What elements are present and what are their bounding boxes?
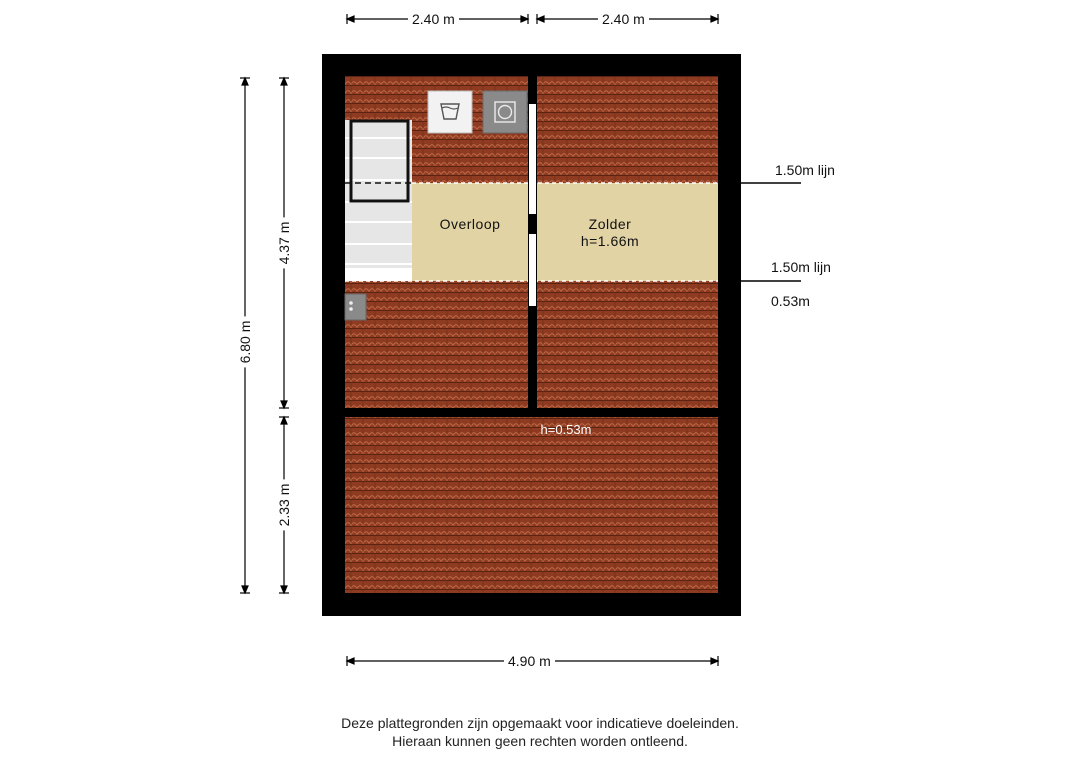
dimension-left-total-label: 6.80 m [237, 317, 253, 368]
room-height-zolder: h=1.66m [580, 233, 640, 249]
room-label-overloop: Overloop [439, 216, 501, 232]
annotation-edge-height: 0.53m [771, 293, 810, 309]
door-lower [529, 234, 536, 306]
dimension-left-upper-label: 4.37 m [276, 218, 292, 269]
roof-lower [345, 417, 718, 593]
dimension-top-left-label: 2.40 m [408, 11, 459, 27]
door-upper [529, 104, 536, 214]
annotation-line-upper: 1.50m lijn [775, 162, 835, 178]
room-label-zolder: Zolder [588, 216, 632, 232]
disclaimer-line-2: Hieraan kunnen geen rechten worden ontleend. [392, 733, 688, 749]
interior-wall-horizontal [345, 408, 718, 417]
dimension-bottom-label: 4.90 m [504, 653, 555, 669]
dimension-left-lower-label: 2.33 m [276, 480, 292, 531]
room-height-lower: h=0.53m [540, 422, 592, 437]
disclaimer-line-1: Deze plattegronden zijn opgemaakt voor indicatieve doeleinden. [341, 715, 739, 731]
boiler-icon [345, 294, 366, 320]
dimension-top [347, 14, 718, 24]
annotation-line-lower: 1.50m lijn [771, 259, 831, 275]
dimension-top-right-label: 2.40 m [598, 11, 649, 27]
dryer-icon [483, 91, 527, 133]
stairs-icon [345, 120, 412, 281]
washing-machine-icon [428, 91, 472, 133]
